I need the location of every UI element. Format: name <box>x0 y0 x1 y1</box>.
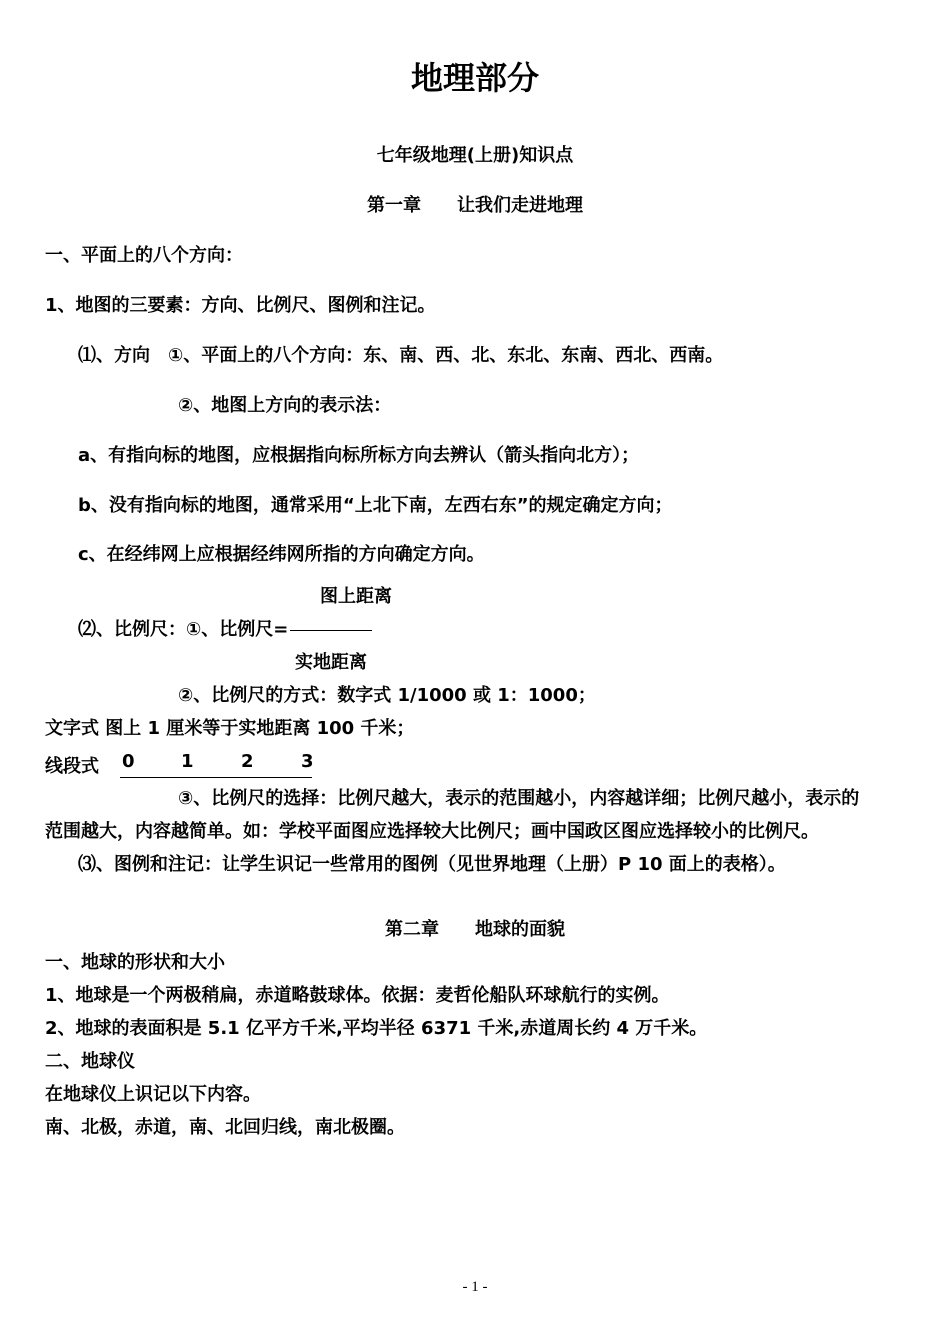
scale-fraction-denominator: 实地距离 <box>295 652 367 673</box>
scale-bar-line <box>120 777 312 778</box>
ch2-item-2: 2、地球的表面积是 5.1 亿平方千米,平均半径 6371 千米,赤道周长约 4 万千米。 <box>45 1018 708 1039</box>
ch2-paragraph-2: 南、北极，赤道，南、北回归线，南北极圈。 <box>45 1117 405 1138</box>
scale-formula <box>78 621 372 639</box>
scale-tick: 3 <box>301 751 314 772</box>
direction-method-c: c、在经纬网上应根据经纬网所指的方向确定方向。 <box>78 544 485 565</box>
scale-tick: 2 <box>241 751 254 772</box>
scale-selection-line1: ③、比例尺的选择：比例尺越大，表示的范围越小，内容越详细；比例尺越小，表示的 <box>178 788 860 809</box>
ch1-section-1-heading: 一、平面上的八个方向： <box>45 245 243 266</box>
fraction-line <box>290 630 372 631</box>
scale-numeric-form: ②、比例尺的方式：数字式 1/1000 或 1：1000； <box>178 685 596 706</box>
direction-representation: ②、地图上方向的表示法： <box>178 395 392 416</box>
direction-eight-directions: ⑴、方向 ①、平面上的八个方向：东、南、西、北、东北、东南、西北、西南。 <box>78 345 724 366</box>
direction-method-b: b、没有指向标的地图，通常采用“上北下南，左西右东”的规定确定方向； <box>78 495 673 516</box>
scale-bar <box>120 753 312 779</box>
scale-tick: 1 <box>181 751 194 772</box>
chapter2-heading: 第二章 地球的面貌 <box>385 919 565 940</box>
ch2-section-2-heading: 二、地球仪 <box>45 1051 135 1072</box>
ch2-section-1-heading: 一、地球的形状和大小 <box>45 952 225 973</box>
scale-fraction-numerator: 图上距离 <box>320 586 392 607</box>
scale-tick: 0 <box>122 751 135 772</box>
ch1-item-1: 1、地图的三要素：方向、比例尺、图例和注记。 <box>45 295 436 316</box>
scale-selection-line2: 范围越大，内容越简单。如：学校平面图应选择较大比例尺；画中国政区图应选择较小的比例尺。 <box>45 821 819 842</box>
scale-formula-text: ⑵、比例尺：①、比例尺= <box>78 619 289 640</box>
legend-annotation: ⑶、图例和注记：让学生识记一些常用的图例（见世界地理（上册）P 10 面上的表格）。 <box>78 854 786 875</box>
ch2-item-1: 1、地球是一个两极稍扁，赤道略鼓球体。依据：麦哲伦船队环球航行的实例。 <box>45 985 670 1006</box>
direction-method-a: a、有指向标的地图，应根据指向标所标方向去辨认（箭头指向北方）； <box>78 445 640 466</box>
page-number: - 1 - <box>462 1279 488 1295</box>
chapter1-heading: 第一章 让我们走进地理 <box>367 195 583 216</box>
scale-text-form: 文字式 图上 1 厘米等于实地距离 100 千米； <box>45 718 415 739</box>
scale-line-label: 线段式 <box>45 756 99 777</box>
document-subtitle: 七年级地理(上册)知识点 <box>376 145 574 166</box>
page-title: 地理部分 <box>410 59 539 97</box>
ch2-paragraph-1: 在地球仪上识记以下内容。 <box>45 1084 261 1105</box>
